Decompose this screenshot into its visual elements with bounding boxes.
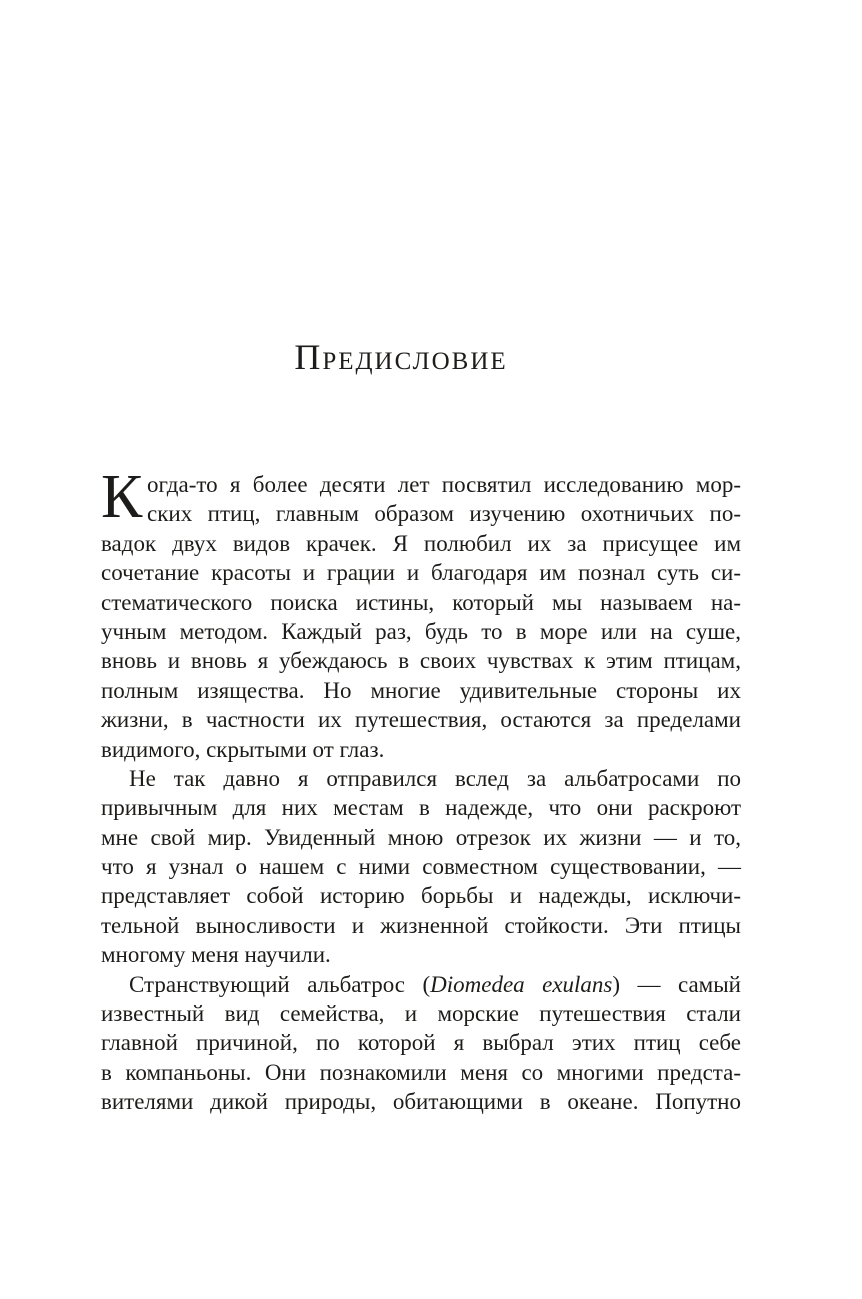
text-line: вителями дикой природы, обитающими в океане. Попутно [101,1089,741,1115]
text-line: многому меня научили. [101,942,331,968]
paragraph [101,764,741,970]
text-line: учным методом. Каждый раз, будь то в море или на суше, [101,618,741,644]
paragraph [101,970,741,1117]
text-line: тельной выносливости и жизненной стойкости. Эти птицы [101,912,741,938]
text-block [101,0,741,1115]
text-line [101,970,741,999]
text-line: мне свой мир. Увиденный мною отрезок их жизни — и то, [101,824,741,850]
drop-cap-letter: К [101,463,143,531]
text-line: вадок двух видов крачек. Я полюбил их за присущее им [101,530,741,556]
text-line: стематического поиска истины, который мы называем на- [101,589,741,615]
text-line: что я узнал о нашем с ними совместном существовании, — [101,854,741,880]
text-line: привычным для них местам в надежде, что они раскроют [101,795,741,821]
text-line: жизни, в частности их путешествия, остаются за пределами [101,707,741,733]
text-line: главной причиной, по которой я выбрал этих птиц себе [101,1030,741,1056]
text-line: известный вид семейства, и морские путешествия стали [101,1001,741,1027]
text-line: в компаньоны. Они познакомили меня со многими предста- [101,1059,741,1085]
text-line: сочетание красоты и грации и благодаря им познал суть си- [101,560,741,586]
paragraph [101,463,741,764]
text-line: полным изящества. Но многие удивительные стороны их [101,677,741,703]
text-line: огда-то я более десяти лет посвятил исследованию мор- [147,472,741,497]
text-line: ских птиц, главным образом изучению охотничьих по- [147,501,741,527]
body-text [101,463,741,1117]
text-segment: ) — самый [612,971,741,997]
text-line: вновь и вновь я убеждаюсь в своих чувствах к этим птицам, [101,648,741,674]
text-line: видимого, скрытыми от глаз. [101,736,385,762]
species-name-latin: Diomedea exulans [430,971,613,997]
page-title: Предисловие [294,337,508,377]
text-segment: Странствующий альбатрос ( [129,971,431,997]
text-line: представляет собой историю борьбы и надежды, исключи- [101,883,741,909]
text-line: Не так давно я отправился вслед за альбатросами по [129,765,741,791]
